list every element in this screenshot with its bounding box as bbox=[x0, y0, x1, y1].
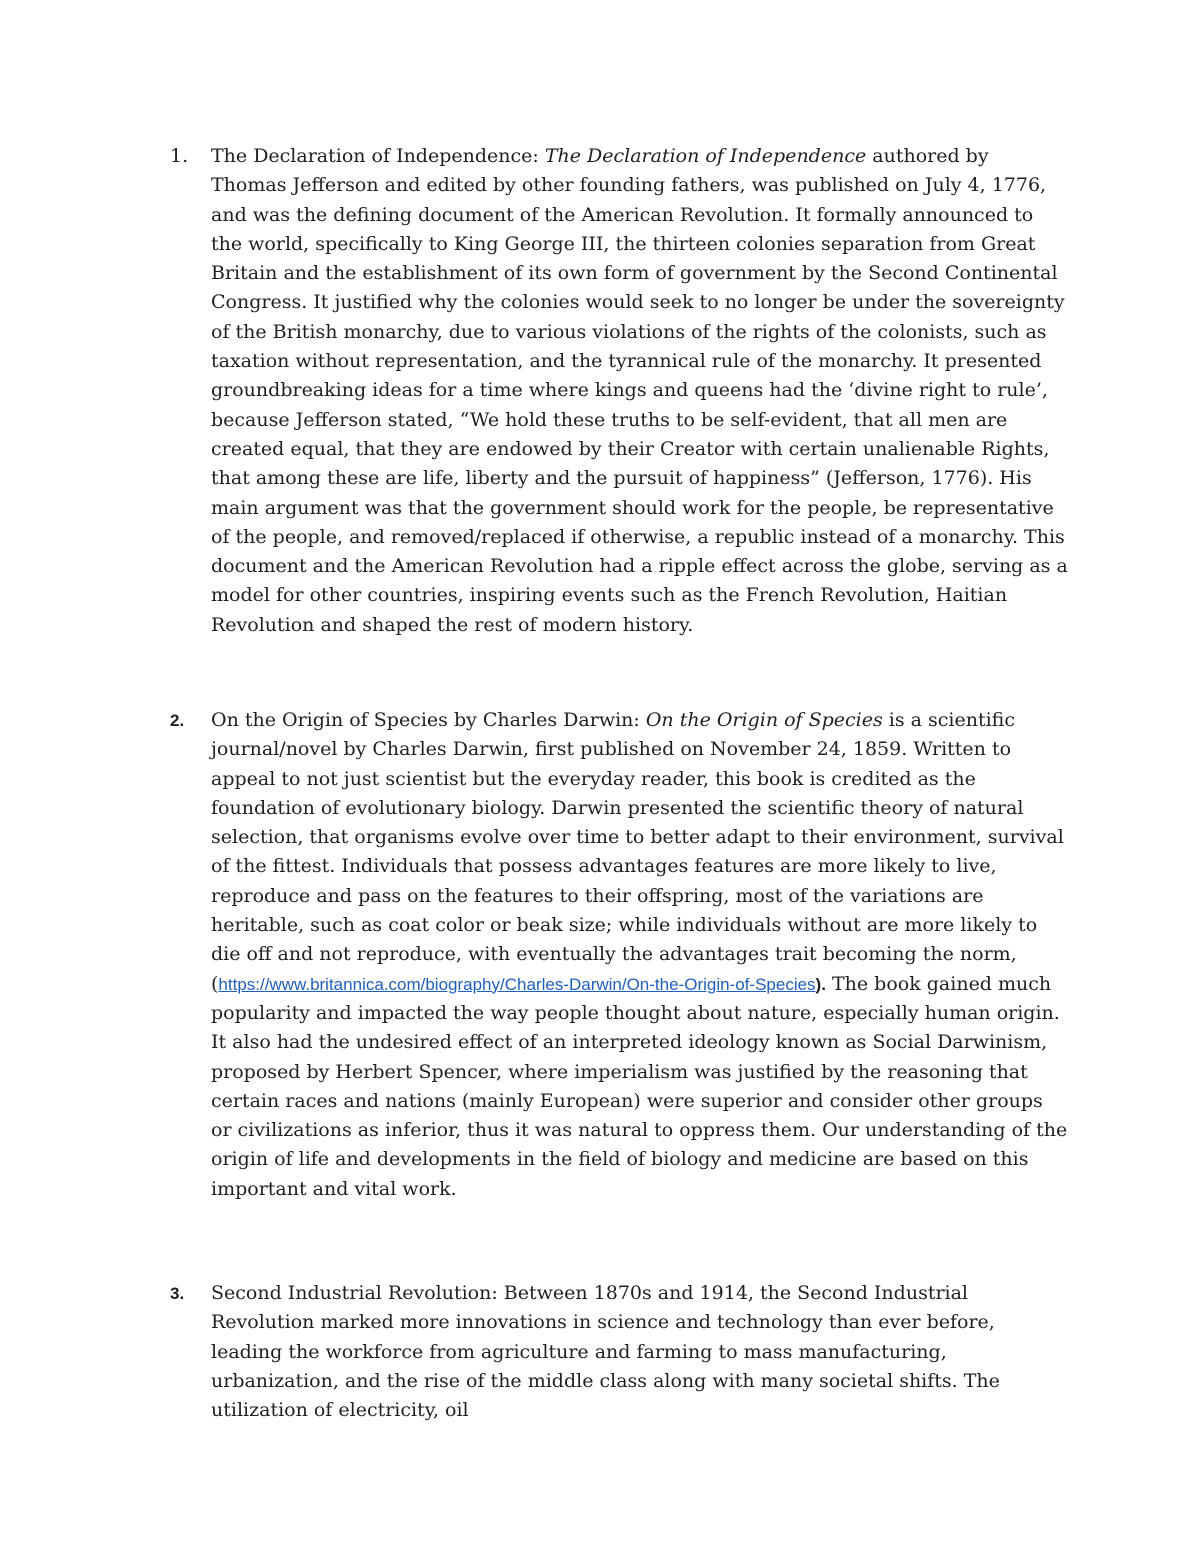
entry-body: is a scientific journal/novel by Charles Darwin, first published on November 24, 1859. Written to appeal to not just scientist but the everyday reader, this book is credited as the foundation of evolutionary biology. Darwin presented the scientific theory of natural selection, that organisms evolve over time to better adapt to their environment, survival of the fittest. Individuals that possess advantages features are more likely to live, reproduce and pass on the features to their offspring, most of the variations are heritable, such as coat color or beak size; while individuals without are more likely to die off and not reproduce, with eventually the advantages trait becoming the norm, bbox=[211, 709, 1064, 966]
britannica-link[interactable]: https://www.britannica.com/biography/Charles-Darwin/On-the-Origin-of-Species bbox=[218, 974, 816, 994]
entry-body: authored by Thomas Jefferson and edited by other founding fathers, was published on July 4, 1776, and was the defining document of the American Revolution. It formally announced to the world, specifically to King George III, the thirteen colonies separation from Great Britain and the establishment of its own form of government by the Second Continental Congress. It justified why the colonies would seek to no longer be under the sovereignty of the British monarchy, due to various violations of the rights of the colonists, such as taxation without representation, and the tyrannical rule of the monarchy. It presented groundbreaking ideas for a time where kings and queens had the ‘divine right to rule’, because Jefferson stated, “We hold these truths to be self-evident, that all men are created equal, that they are endowed by their Creator with certain unalienable Rights, that among these are life, liberty and the pursuit of happiness” (Jefferson, 1776). His main argument was that the government should work for the people, be representative of the people, and removed/replaced if otherwise, a republic instead of a monarchy. This document and the American Revolution had a ripple effect across the globe, serving as a model for other countries, inspiring events such as the French Revolution, Haitian Revolution and shaped the rest of modern history. bbox=[211, 145, 1068, 636]
list-item-text: Second Industrial Revolution: Between 1870s and 1914, the Second Industrial Revolution marked more innovations in science and technology than ever before, leading the workforce from agriculture and farming to mass manufacturing, urbanization, and the rise of the middle class along with many societal shifts. The utilization of electricity, oil bbox=[211, 1282, 1000, 1422]
entry-title: The Declaration of Independence: bbox=[211, 145, 545, 167]
entry-title: On the Origin of Species by Charles Darwin: bbox=[211, 709, 646, 731]
citation-paren-open: ( bbox=[211, 972, 219, 995]
list-item-origin-of-species bbox=[170, 706, 1070, 1204]
list-number: 3. bbox=[170, 1284, 185, 1303]
citation-paren-close: ). bbox=[815, 974, 826, 994]
list-item-industrial-revolution bbox=[170, 1279, 1070, 1425]
list-item-declaration bbox=[170, 142, 1070, 640]
list-item-text bbox=[211, 142, 1069, 640]
entry-body-after: The book gained much popularity and impacted the way people thought about nature, especially human origin. It also had the undesired effect of an interpreted ideology known as Social Darwinism, proposed by Herbert Spencer, where imperialism was justified by the reasoning that certain races and nations (mainly European) were superior and consider other groups or civilizations as inferior, thus it was natural to oppress them. Our understanding of the origin of life and developments in the field of biology and medicine are based on this important and vital work. bbox=[211, 972, 1068, 1200]
entry-title-italic: On the Origin of Species bbox=[645, 709, 883, 731]
list-number: 2. bbox=[170, 711, 185, 730]
list-number: 1. bbox=[170, 145, 189, 167]
entry-title-italic: The Declaration of Independence bbox=[544, 145, 867, 167]
list-item-text bbox=[211, 706, 1069, 1204]
